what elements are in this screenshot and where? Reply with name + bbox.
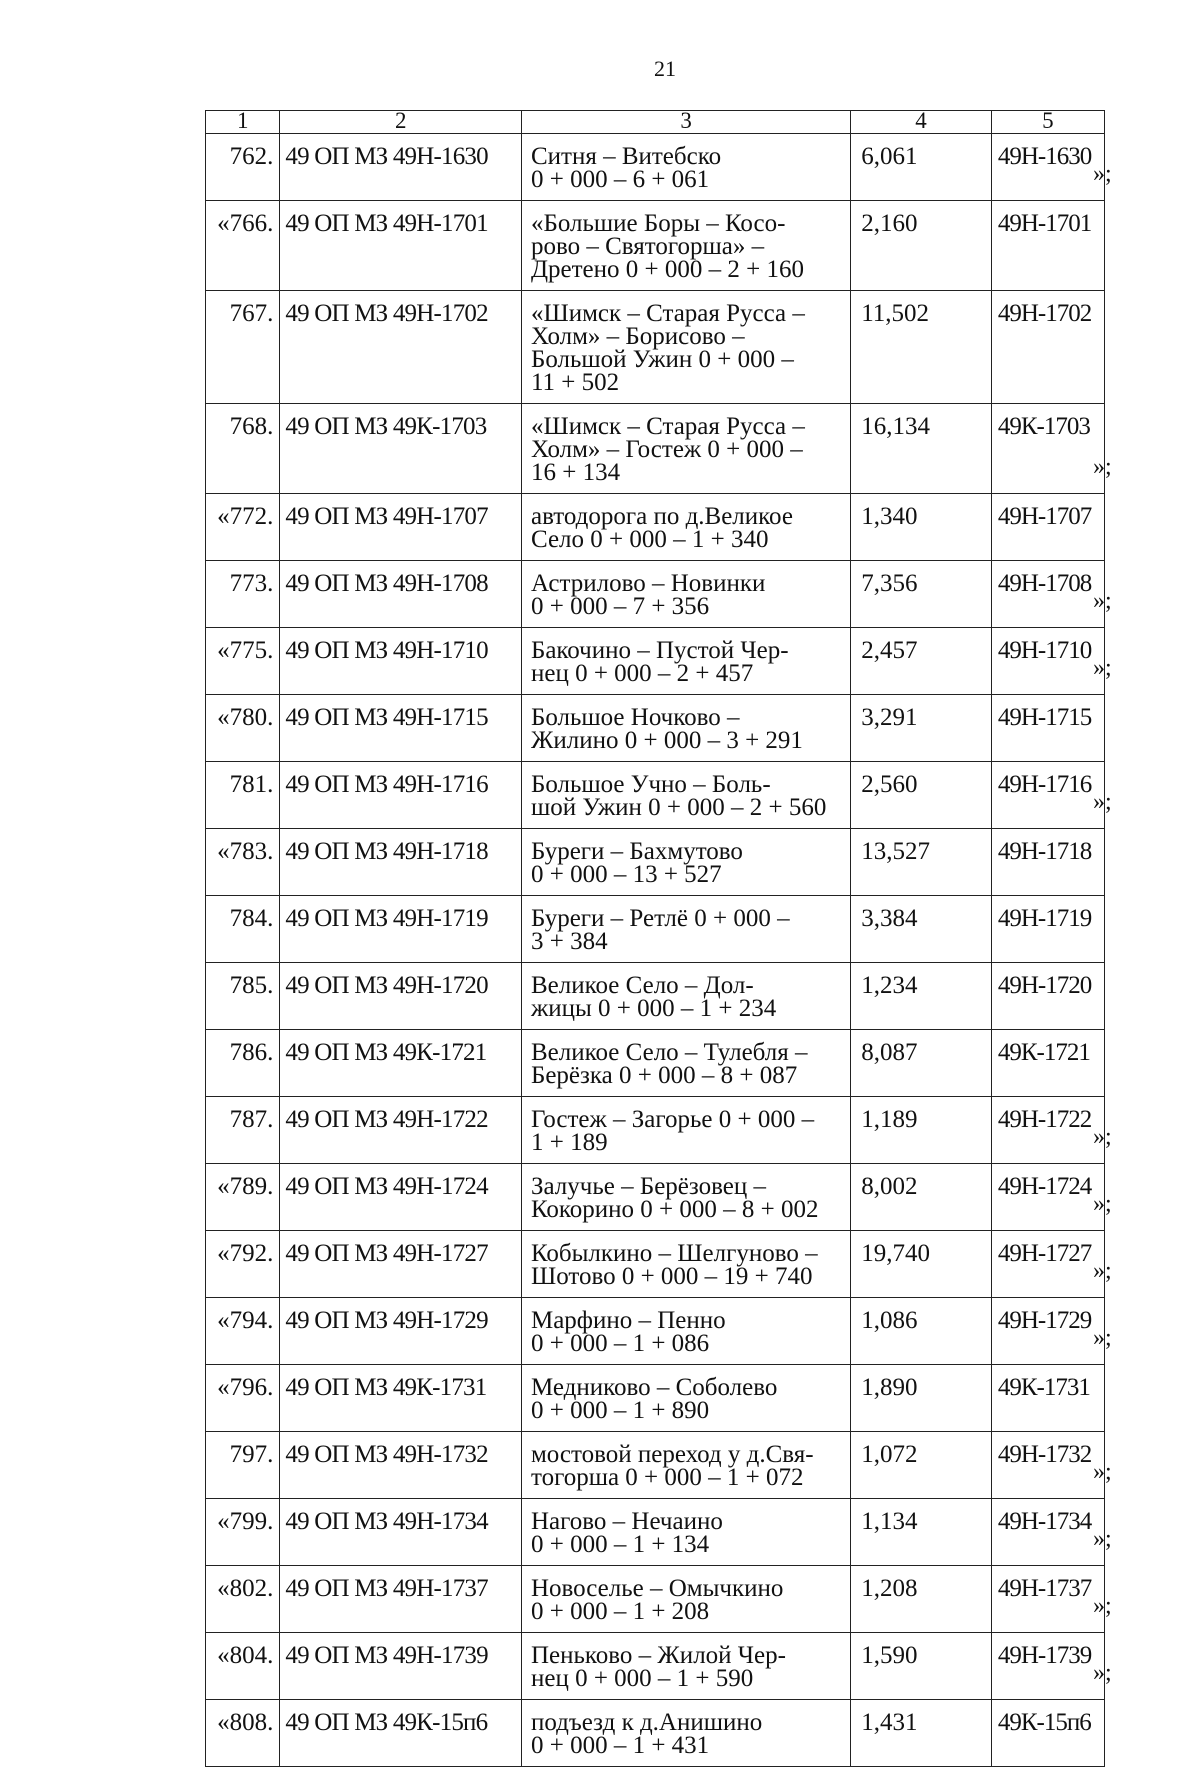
- roads-table: [205, 110, 1105, 1767]
- road-id: 49 ОП МЗ 49К-1731: [280, 1365, 522, 1432]
- row-suffix: »;: [1093, 1458, 1112, 1485]
- registry-number: 49Н-1729: [991, 1298, 1104, 1365]
- row-number: 781.: [206, 762, 280, 829]
- road-name-line: нец 0 + 000 – 2 + 457: [530, 660, 754, 687]
- row-suffix: »;: [1093, 1324, 1112, 1351]
- row-suffix: »;: [1093, 1257, 1112, 1284]
- road-length: 3,384: [851, 896, 992, 963]
- road-name-line: мостовой переход у д.Свя-: [530, 1441, 814, 1468]
- road-name: [521, 628, 850, 695]
- road-name-line: Астрилово – Новинки: [530, 570, 766, 597]
- road-name-line: 0 + 000 – 1 + 208: [530, 1598, 710, 1625]
- road-name-line: 0 + 000 – 1 + 431: [530, 1732, 710, 1759]
- registry-number: 49Н-1724: [991, 1164, 1104, 1231]
- road-length: 1,590: [851, 1633, 992, 1700]
- road-name: [521, 1633, 850, 1700]
- row-number: 762.: [206, 134, 280, 201]
- road-length: 1,340: [851, 494, 992, 561]
- road-id: 49 ОП МЗ 49К-15п6: [280, 1700, 522, 1767]
- road-name: [521, 1499, 850, 1566]
- road-name: [521, 1164, 850, 1231]
- row-suffix: »;: [1093, 453, 1112, 480]
- registry-number: 49Н-1702: [991, 291, 1104, 404]
- table-row: [206, 494, 1105, 561]
- road-name-line: Марфино – Пенно: [530, 1307, 726, 1334]
- row-suffix: »;: [1093, 788, 1112, 815]
- registry-number: 49Н-1719: [991, 896, 1104, 963]
- road-name-line: 0 + 000 – 13 + 527: [530, 861, 722, 888]
- road-length: 1,431: [851, 1700, 992, 1767]
- registry-number: 49Н-1701: [991, 201, 1104, 291]
- page-number: 21: [654, 56, 676, 81]
- table-row: [206, 1231, 1105, 1298]
- road-name-line: жицы 0 + 000 – 1 + 234: [530, 995, 777, 1022]
- road-length: 1,208: [851, 1566, 992, 1633]
- row-number: «799.: [206, 1499, 280, 1566]
- table-row: [206, 404, 1105, 494]
- road-length: 11,502: [851, 291, 992, 404]
- table-row: [206, 628, 1105, 695]
- row-suffix: »;: [1093, 654, 1112, 681]
- road-name-line: Буреги – Бахмутово: [530, 838, 743, 865]
- road-name: [521, 1566, 850, 1633]
- road-length: 2,160: [851, 201, 992, 291]
- row-number: 784.: [206, 896, 280, 963]
- road-name: [521, 762, 850, 829]
- registry-number: 49К-1703: [991, 404, 1104, 494]
- road-length: 19,740: [851, 1231, 992, 1298]
- road-length: 1,086: [851, 1298, 992, 1365]
- road-name-line: Село 0 + 000 – 1 + 340: [530, 526, 769, 553]
- road-name-line: Гостеж – Загорье 0 + 000 –: [530, 1106, 815, 1133]
- row-suffix: »;: [1093, 1659, 1112, 1686]
- road-length: 3,291: [851, 695, 992, 762]
- table-row: [206, 1298, 1105, 1365]
- road-name-line: «Шимск – Старая Русса –: [530, 413, 805, 440]
- row-number: «789.: [206, 1164, 280, 1231]
- table-row: [206, 1432, 1105, 1499]
- road-name-line: нец 0 + 000 – 1 + 590: [530, 1665, 754, 1692]
- road-name-line: Медниково – Соболево: [530, 1374, 778, 1401]
- row-number: 787.: [206, 1097, 280, 1164]
- road-name-line: Великое Село – Дол-: [530, 972, 754, 999]
- road-name-line: 0 + 000 – 1 + 086: [530, 1330, 710, 1357]
- registry-number: 49Н-1715: [991, 695, 1104, 762]
- road-name-line: тогорша 0 + 000 – 1 + 072: [530, 1464, 804, 1491]
- registry-number: 49Н-1707: [991, 494, 1104, 561]
- road-length: 1,134: [851, 1499, 992, 1566]
- road-id: 49 ОП МЗ 49Н-1739: [280, 1633, 522, 1700]
- road-id: 49 ОП МЗ 49К-1721: [280, 1030, 522, 1097]
- registry-number: 49Н-1710: [991, 628, 1104, 695]
- road-name-line: Великое Село – Тулебля –: [530, 1039, 808, 1066]
- road-name-line: Холм» – Борисово –: [530, 323, 745, 350]
- table-row: [206, 1499, 1105, 1566]
- road-name-line: Жилино 0 + 000 – 3 + 291: [530, 727, 803, 754]
- table-row: [206, 762, 1105, 829]
- road-name-line: «Большие Боры – Косо-: [530, 210, 786, 237]
- road-length: 16,134: [851, 404, 992, 494]
- road-name: [521, 404, 850, 494]
- table-row: [206, 561, 1105, 628]
- table-row: [206, 963, 1105, 1030]
- road-id: 49 ОП МЗ 49Н-1630: [280, 134, 522, 201]
- road-name-line: 3 + 384: [530, 928, 608, 955]
- table-row: [206, 1700, 1105, 1767]
- road-name: [521, 1432, 850, 1499]
- column-header: 1: [206, 111, 280, 134]
- road-length: 1,072: [851, 1432, 992, 1499]
- table-row: [206, 134, 1105, 201]
- row-suffix: »;: [1093, 160, 1112, 187]
- row-number: 797.: [206, 1432, 280, 1499]
- road-length: 8,087: [851, 1030, 992, 1097]
- road-name-line: Большой Ужин 0 + 000 –: [530, 346, 794, 373]
- table-header-row: [206, 111, 1105, 134]
- road-length: 2,457: [851, 628, 992, 695]
- row-number: «792.: [206, 1231, 280, 1298]
- road-name-line: Новоселье – Омычкино: [530, 1575, 784, 1602]
- road-name-line: 16 + 134: [530, 459, 621, 486]
- road-name-line: 1 + 189: [530, 1129, 608, 1156]
- road-name-line: Холм» – Гостеж 0 + 000 –: [530, 436, 803, 463]
- row-suffix: »;: [1093, 1123, 1112, 1150]
- road-id: 49 ОП МЗ 49Н-1724: [280, 1164, 522, 1231]
- road-name: [521, 829, 850, 896]
- road-id: 49 ОП МЗ 49Н-1720: [280, 963, 522, 1030]
- road-length: 6,061: [851, 134, 992, 201]
- road-id: 49 ОП МЗ 49Н-1716: [280, 762, 522, 829]
- road-id: 49 ОП МЗ 49Н-1701: [280, 201, 522, 291]
- registry-number: 49Н-1734: [991, 1499, 1104, 1566]
- road-id: 49 ОП МЗ 49Н-1734: [280, 1499, 522, 1566]
- road-id: 49 ОП МЗ 49Н-1722: [280, 1097, 522, 1164]
- registry-number: 49Н-1720: [991, 963, 1104, 1030]
- road-name: [521, 561, 850, 628]
- road-length: 13,527: [851, 829, 992, 896]
- road-name-line: подъезд к д.Анишино: [530, 1709, 763, 1736]
- table-row: [206, 1164, 1105, 1231]
- road-name: [521, 1365, 850, 1432]
- row-number: 768.: [206, 404, 280, 494]
- road-name: [521, 1298, 850, 1365]
- road-name-line: Ситня – Витебско: [530, 143, 722, 170]
- road-length: 2,560: [851, 762, 992, 829]
- row-number: «808.: [206, 1700, 280, 1767]
- table-row: [206, 1097, 1105, 1164]
- row-number: 767.: [206, 291, 280, 404]
- road-name-line: Нагово – Нечаино: [530, 1508, 723, 1535]
- road-id: 49 ОП МЗ 49К-1703: [280, 404, 522, 494]
- registry-number: 49К-1721: [991, 1030, 1104, 1097]
- road-name-line: автодорога по д.Великое: [530, 503, 793, 530]
- registry-number: 49Н-1708: [991, 561, 1104, 628]
- road-name: [521, 1700, 850, 1767]
- road-name-line: 0 + 000 – 1 + 134: [530, 1531, 710, 1558]
- road-name: [521, 201, 850, 291]
- column-header: 5: [991, 111, 1104, 134]
- road-name: [521, 1231, 850, 1298]
- road-length: 1,890: [851, 1365, 992, 1432]
- road-id: 49 ОП МЗ 49Н-1732: [280, 1432, 522, 1499]
- table-row: [206, 201, 1105, 291]
- road-name: [521, 1097, 850, 1164]
- row-number: «766.: [206, 201, 280, 291]
- road-name-line: Бакочино – Пустой Чер-: [530, 637, 789, 664]
- row-number: «772.: [206, 494, 280, 561]
- column-header: 3: [521, 111, 850, 134]
- row-suffix: »;: [1093, 1592, 1112, 1619]
- table-row: [206, 695, 1105, 762]
- road-name-line: рово – Святогорша» –: [530, 233, 765, 260]
- registry-number: 49Н-1716: [991, 762, 1104, 829]
- row-suffix: »;: [1093, 1525, 1112, 1552]
- table-row: [206, 1566, 1105, 1633]
- road-name-line: Кобылкино – Шелгуново –: [530, 1240, 818, 1267]
- road-name: [521, 494, 850, 561]
- row-number: «794.: [206, 1298, 280, 1365]
- table-row: [206, 1633, 1105, 1700]
- road-name: [521, 896, 850, 963]
- road-id: 49 ОП МЗ 49Н-1719: [280, 896, 522, 963]
- road-name-line: «Шимск – Старая Русса –: [530, 300, 805, 327]
- road-name-line: Шотово 0 + 000 – 19 + 740: [530, 1263, 813, 1290]
- road-id: 49 ОП МЗ 49Н-1729: [280, 1298, 522, 1365]
- table-row: [206, 896, 1105, 963]
- row-number: «802.: [206, 1566, 280, 1633]
- road-name-line: Большое Ночково –: [530, 704, 740, 731]
- registry-number: 49Н-1732: [991, 1432, 1104, 1499]
- road-name-line: 0 + 000 – 1 + 890: [530, 1397, 710, 1424]
- road-id: 49 ОП МЗ 49Н-1715: [280, 695, 522, 762]
- road-name-line: Дретено 0 + 000 – 2 + 160: [530, 256, 804, 283]
- row-number: «780.: [206, 695, 280, 762]
- row-number: «775.: [206, 628, 280, 695]
- road-name: [521, 695, 850, 762]
- road-name: [521, 1030, 850, 1097]
- road-id: 49 ОП МЗ 49Н-1727: [280, 1231, 522, 1298]
- row-number: «783.: [206, 829, 280, 896]
- table-row: [206, 1365, 1105, 1432]
- road-id: 49 ОП МЗ 49Н-1710: [280, 628, 522, 695]
- row-number: «796.: [206, 1365, 280, 1432]
- road-id: 49 ОП МЗ 49Н-1708: [280, 561, 522, 628]
- registry-number: 49К-1731: [991, 1365, 1104, 1432]
- road-length: 7,356: [851, 561, 992, 628]
- table-row: [206, 829, 1105, 896]
- row-number: 773.: [206, 561, 280, 628]
- registry-number: 49Н-1630: [991, 134, 1104, 201]
- road-name: [521, 291, 850, 404]
- road-length: 1,234: [851, 963, 992, 1030]
- road-id: 49 ОП МЗ 49Н-1702: [280, 291, 522, 404]
- registry-number: 49Н-1737: [991, 1566, 1104, 1633]
- registry-number: 49Н-1718: [991, 829, 1104, 896]
- column-header: 2: [280, 111, 522, 134]
- road-name-line: Залучье – Берёзовец –: [530, 1173, 767, 1200]
- registry-number: 49Н-1727: [991, 1231, 1104, 1298]
- road-name-line: шой Ужин 0 + 000 – 2 + 560: [530, 794, 827, 821]
- road-name: [521, 134, 850, 201]
- row-suffix: »;: [1093, 1190, 1112, 1217]
- row-number: «804.: [206, 1633, 280, 1700]
- registry-number: 49Н-1739: [991, 1633, 1104, 1700]
- road-length: 1,189: [851, 1097, 992, 1164]
- registry-number: 49К-15п6: [991, 1700, 1104, 1767]
- road-name: [521, 963, 850, 1030]
- road-id: 49 ОП МЗ 49Н-1707: [280, 494, 522, 561]
- column-header: 4: [851, 111, 992, 134]
- row-number: 786.: [206, 1030, 280, 1097]
- road-name-line: Буреги – Ретлё 0 + 000 –: [530, 905, 790, 932]
- road-name-line: Кокорино 0 + 000 – 8 + 002: [530, 1196, 819, 1223]
- road-id: 49 ОП МЗ 49Н-1737: [280, 1566, 522, 1633]
- road-name-line: Пеньково – Жилой Чер-: [530, 1642, 786, 1669]
- road-name-line: 11 + 502: [530, 369, 620, 396]
- road-name-line: Большое Учно – Боль-: [530, 771, 771, 798]
- row-suffix: »;: [1093, 587, 1112, 614]
- road-name-line: 0 + 000 – 7 + 356: [530, 593, 710, 620]
- registry-number: 49Н-1722: [991, 1097, 1104, 1164]
- table-row: [206, 291, 1105, 404]
- road-name-line: Берёзка 0 + 000 – 8 + 087: [530, 1062, 798, 1089]
- road-length: 8,002: [851, 1164, 992, 1231]
- row-number: 785.: [206, 963, 280, 1030]
- table-row: [206, 1030, 1105, 1097]
- road-name-line: 0 + 000 – 6 + 061: [530, 166, 710, 193]
- road-id: 49 ОП МЗ 49Н-1718: [280, 829, 522, 896]
